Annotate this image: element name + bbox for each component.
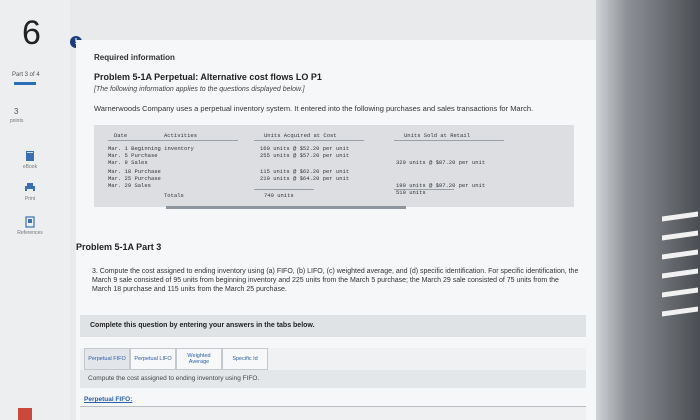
table-scrollbar[interactable] bbox=[166, 206, 406, 209]
instruction-bar bbox=[80, 315, 586, 337]
table-row: Mar. 18 Purchase bbox=[108, 168, 161, 175]
background-highlight bbox=[662, 230, 698, 240]
tab-weighted-average[interactable]: Weighted Average bbox=[176, 348, 222, 370]
problem-title: Problem 5-1A Perpetual: Alternative cost flows LO P1 bbox=[94, 72, 322, 82]
part-progress-label: Part 3 of 4 bbox=[12, 72, 40, 78]
header-divider bbox=[394, 140, 504, 141]
tab-instruction: Compute the cost assigned to ending inventory using FIFO. bbox=[88, 375, 260, 382]
background-edge bbox=[596, 0, 700, 420]
fifo-answer-area[interactable] bbox=[80, 406, 586, 420]
row-acquired: 255 units @ $57.20 per unit bbox=[260, 152, 350, 159]
points-value: 3 bbox=[14, 107, 19, 116]
tab-perpetual-lifo[interactable]: Perpetual LIFO bbox=[130, 348, 176, 370]
tab-instruction-bar bbox=[80, 370, 586, 388]
part3-title: Problem 5-1A Part 3 bbox=[76, 242, 162, 252]
row-acquired: 210 units @ $64.20 per unit bbox=[260, 175, 350, 182]
ebook-button[interactable] bbox=[10, 150, 50, 170]
points-label: points bbox=[10, 118, 24, 124]
table-row: Mar. 29 Sales bbox=[108, 182, 151, 189]
problem-intro: Warnerwoods Company uses a perpetual inventory system. It entered into the following purchases and sales transactions for March. bbox=[94, 104, 534, 113]
fifo-section-label: Perpetual FIFO: bbox=[84, 396, 133, 403]
background-highlight bbox=[662, 268, 698, 278]
header-divider bbox=[254, 140, 364, 141]
table-row: Mar. 1 Beginning inventory bbox=[108, 145, 194, 152]
required-info-heading: Required information bbox=[94, 53, 175, 62]
col-header-activities: Activities bbox=[164, 132, 198, 139]
complete-instruction: Complete this question by entering your answers in the tabs below. bbox=[90, 322, 315, 329]
col-header-date: Date bbox=[114, 132, 128, 139]
book-icon bbox=[24, 150, 36, 162]
table-row: Mar. 9 Sales bbox=[108, 159, 148, 166]
applies-note: [The following information applies to the questions displayed below.] bbox=[94, 86, 305, 93]
total-sold: 510 units bbox=[396, 189, 426, 196]
background-highlight bbox=[662, 287, 698, 297]
table-row: Mar. 25 Purchase bbox=[108, 175, 161, 182]
question-number: 6 bbox=[22, 14, 41, 52]
total-acquired: 740 units bbox=[264, 192, 294, 199]
part-progress-bar bbox=[14, 82, 36, 85]
totals-divider bbox=[254, 189, 314, 190]
background-highlight bbox=[662, 306, 698, 316]
col-header-sold: Units Sold at Retail bbox=[404, 132, 471, 139]
question-sidebar bbox=[0, 0, 70, 420]
row-sold: 190 units @ $97.20 per unit bbox=[396, 182, 486, 189]
row-acquired: 115 units @ $62.20 per unit bbox=[260, 168, 350, 175]
part3-requirement: 3. Compute the cost assigned to ending inventory using (a) FIFO, (b) LIFO, (c) weighted average, and (d) specific identification. For specific identification, the March 9 sale consisted of 95 units from beginning inventory and 225 units from the March 5 purchase; the March 29 sale consisted of 75 units from the March 18 purchase and 115 units from the March 25 purchase. bbox=[92, 268, 579, 293]
print-button[interactable] bbox=[10, 182, 50, 202]
table-row: Mar. 5 Purchase bbox=[108, 152, 158, 159]
background-highlight bbox=[662, 211, 698, 221]
tab-specific-id[interactable]: Specific Id bbox=[222, 348, 268, 370]
references-label: References bbox=[17, 230, 43, 236]
references-button[interactable] bbox=[10, 216, 50, 236]
ebook-label: eBook bbox=[22, 164, 38, 170]
totals-label: Totals bbox=[164, 192, 184, 199]
transactions-table bbox=[94, 125, 574, 207]
question-card bbox=[76, 40, 596, 420]
row-sold: 320 units @ $87.20 per unit bbox=[396, 159, 486, 166]
print-icon bbox=[24, 182, 36, 194]
references-icon bbox=[24, 216, 36, 228]
background-highlight bbox=[662, 249, 698, 259]
bottom-tab-marker[interactable] bbox=[18, 408, 32, 420]
header-divider bbox=[108, 140, 238, 141]
print-label: Print bbox=[24, 196, 36, 202]
col-header-acquired: Units Acquired at Cost bbox=[264, 132, 337, 139]
tab-perpetual-fifo[interactable]: Perpetual FIFO bbox=[84, 348, 130, 370]
row-acquired: 160 units @ $52.20 per unit bbox=[260, 145, 350, 152]
answer-tabs bbox=[80, 348, 586, 370]
